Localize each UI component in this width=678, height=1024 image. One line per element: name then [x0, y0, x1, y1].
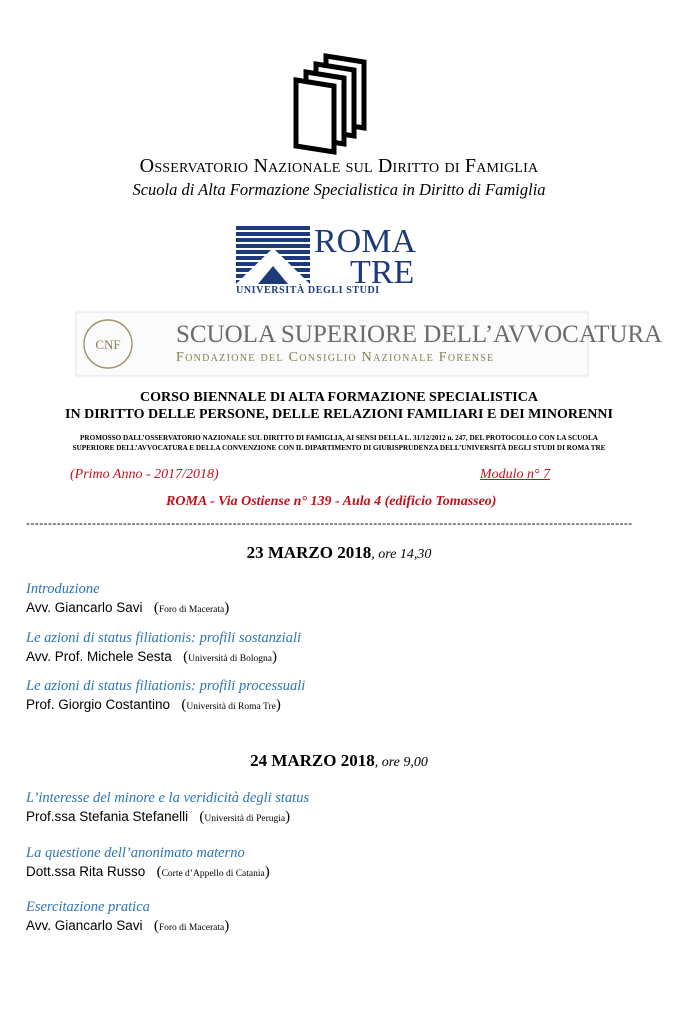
speaker-affiliation: Università di Bologna — [188, 654, 272, 664]
org-title: Osservatorio Nazionale sul Diritto di Famiglia — [139, 155, 539, 177]
speaker-line: Dott.ssa Rita Russo (Corte d’Appello di Catania) — [26, 864, 270, 880]
speaker-line: Prof.ssa Stefania Stefanelli (Università di Perugia) — [26, 809, 291, 825]
day-time: ore 14,30 — [378, 547, 432, 562]
speaker-affiliation: Università di Roma Tre — [186, 702, 276, 712]
speaker-affiliation: Foro di Macerata — [158, 605, 225, 615]
session-title: Introduzione — [26, 581, 100, 597]
module-number: Modulo n° 7 — [480, 467, 551, 482]
promo-line2: SUPERIORE DELL’AVVOCATURA E DELLA CONVENZIONE CON IL DIPARTIMENTO DI GIURISPRUDENZA DELL’UNIVERSITÀ DEGLI STUDI DI ROMA TRE — [72, 444, 606, 452]
speaker-line: Avv. Giancarlo Savi (Foro di Macerata) — [26, 600, 230, 616]
promo-line1: PROMOSSO DALL’OSSERVATORIO NAZIONALE SUL DIRITTO DI FAMIGLIA, AI SENSI DELLA L. 31/12/2012 n. 247, DEL PROTOCOLLO CON LA SCUOLA — [80, 434, 598, 442]
speaker-affiliation: Università di Perugia — [204, 814, 286, 824]
org-subtitle: Scuola di Alta Formazione Specialistica in Diritto di Famiglia — [132, 180, 546, 199]
roma-tre-logo-line3: UNIVERSITÀ DEGLI STUDI — [236, 285, 380, 296]
separator: ------------------------------------------------------------------------------------------------------------------------------------------ — [26, 516, 633, 530]
roma-tre-logo-line2: TRE — [350, 254, 415, 291]
speaker-name: Prof. Giorgio Costantino — [26, 697, 171, 712]
speaker-affiliation: Corte d’Appello di Catania — [161, 869, 265, 879]
speaker-affiliation: Foro di Macerata — [158, 923, 225, 933]
session-title: Esercitazione pratica — [26, 899, 150, 915]
speaker-line: Avv. Giancarlo Savi (Foro di Macerata) — [26, 918, 230, 934]
ssa-logo — [76, 312, 663, 376]
day-time: ore 9,00 — [381, 755, 428, 770]
books-logo-icon — [286, 48, 376, 158]
course-year: (Primo Anno - 2017/2018) — [70, 467, 219, 482]
speaker-line: Prof. Giorgio Costantino (Università di Roma Tre) — [26, 697, 281, 713]
day-date: 23 MARZO 2018 — [246, 543, 372, 562]
course-title-line1: CORSO BIENNALE DI ALTA FORMAZIONE SPECIALISTICA — [140, 390, 538, 405]
speaker-name: Avv. Giancarlo Savi — [26, 600, 143, 615]
speaker-name: Avv. Giancarlo Savi — [26, 918, 143, 933]
speaker-line: Avv. Prof. Michele Sesta (Università di Bologna) — [26, 649, 277, 665]
day-date: 24 MARZO 2018 — [250, 751, 375, 770]
roma-tre-logo-line1: ROMA — [314, 223, 417, 260]
course-title-line2: IN DIRITTO DELLE PERSONE, DELLE RELAZIONI FAMILIARI E DEI MINORENNI — [65, 407, 613, 422]
session-title: Le azioni di status filiationis: profili processuali — [26, 678, 306, 694]
speaker-name: Prof.ssa Stefania Stefanelli — [26, 809, 189, 824]
roma-tre-logo — [222, 218, 444, 296]
day-heading: 23 MARZO 2018, ore 14,30 — [246, 543, 432, 562]
session-title: Le azioni di status filiationis: profili sostanziali — [26, 630, 302, 646]
speaker-name: Avv. Prof. Michele Sesta — [26, 649, 172, 664]
cnf-monogram: CNF — [95, 337, 121, 352]
session-title: L’interesse del minore e la veridicità degli status — [26, 790, 310, 806]
speaker-name: Dott.ssa Rita Russo — [26, 864, 146, 879]
ssa-logo-line1: SCUOLA SUPERIORE DELL’AVVOCATURA — [176, 321, 663, 348]
location: ROMA - Via Ostiense n° 139 - Aula 4 (edificio Tomasseo) — [166, 494, 497, 509]
session-title: La questione dell’anonimato materno — [26, 845, 245, 861]
day-heading: 24 MARZO 2018, ore 9,00 — [250, 751, 428, 770]
ssa-logo-line2: Fondazione del Consiglio Nazionale Forense — [176, 350, 495, 365]
